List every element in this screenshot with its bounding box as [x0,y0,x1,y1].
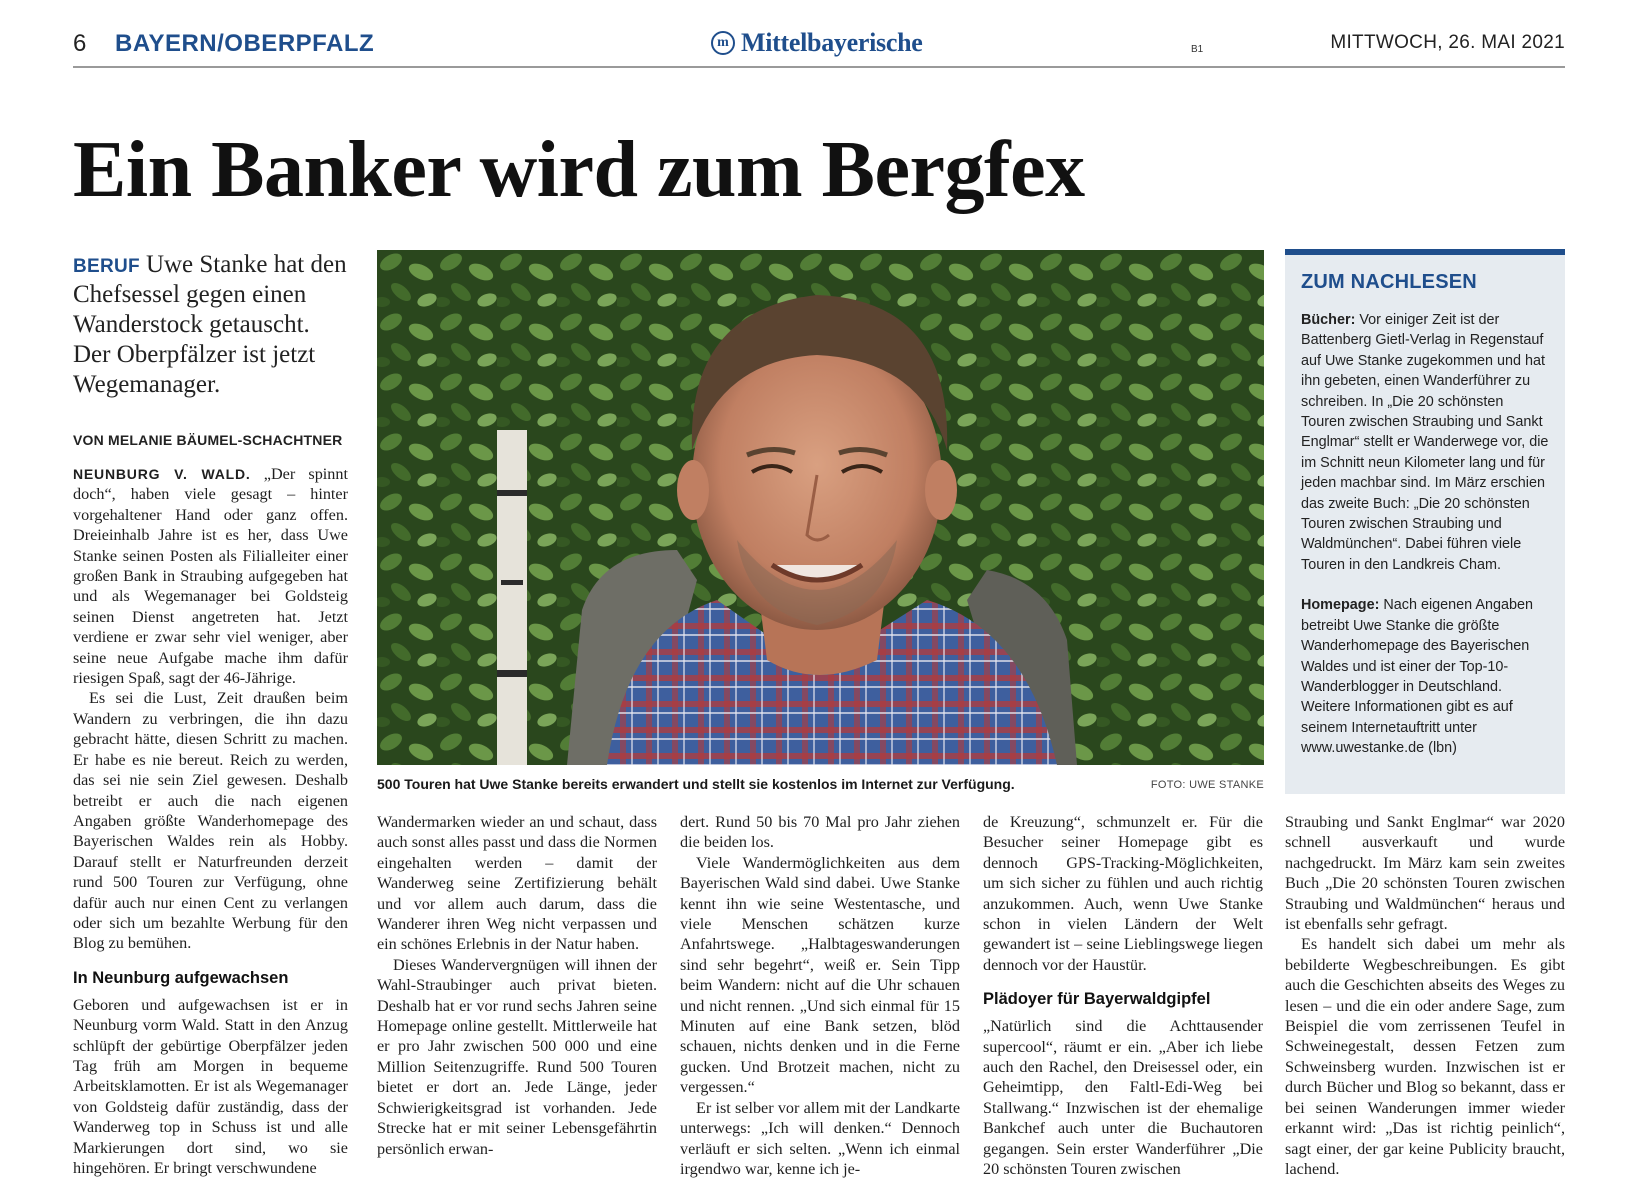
info-box-title: ZUM NACHLESEN [1301,271,1477,293]
headline: Ein Banker wird zum Bergfex [73,126,1085,214]
info-box [1285,249,1565,794]
section-title: BAYERN/OBERPFALZ [115,30,375,57]
photo-illustration [377,250,1264,765]
page-number: 6 [73,30,87,57]
paragraph: dert. Rund 50 bis 70 Mal pro Jahr ziehen die beiden los. [680,813,960,852]
logo-text: Mittelbayerische [741,28,923,57]
paragraph: NEUNBURG V. WALD. „Der spinnt doch“, haben viele gesagt – hinter vorgehaltener Hand oder ganz offen. Dreieinhalb Jahre ist es her, dass Uwe Stanke seinen Posten als Filialleiter einer großen Bank in Straubing aufgegeben hat und als Wegemanager bei Goldsteig seinen Dienst angetreten hat. Jetzt verdiene er zwar sehr viel weniger, aber seine neue Aufgabe mache ihm dafür riesigen Spaß, sagt der 46-Jährige. [73,465,348,688]
teaser [73,250,348,400]
photo-credit: FOTO: UWE STANKE [1150,779,1264,791]
edition-code: B1 [1191,44,1204,55]
masthead [73,28,1565,68]
teaser-text: Uwe Stanke hat den Chefsessel gegen einen Wanderstock getauscht. Der Oberpfälzer ist jetzt Wegemanager. [73,251,347,398]
article-column-4 [983,812,1263,1180]
paragraph: Es sei die Lust, Zeit draußen beim Wandern zu verbringen, die ihn dazu gebracht hätte, diesen Schritt zu machen. Er habe es nie bereut. Reich zu werden, das sei nie sein Ziel gewesen. Deshalb betreibt er auch die nach eigenen Angaben größte Wanderhomepage des Bayerischen Waldes rein als Hobby. Darauf stellt er Naturfreunden derzeit rund 500 Touren zur Verfügung, ohne dafür auch nur einen Cent zu verlangen oder sich um bezahlte Werbung für den Blog zu bemühen. [73,689,348,953]
info-box-books: Bücher: Vor einiger Zeit ist der Battenberg Gietl-Verlag in Regenstauf auf Uwe Stanke zugekommen und hat ihn gebeten, einen Wanderführer zu schreiben. In „Die 20 schönsten Touren zwischen Straubing und Sankt Englmar“ stellt er Wanderwege vor, die im Schnitt neun Kilometer lang und für jeden machbar sind. Im März erschien das zweite Buch: „Die 20 schönsten Touren zwischen Straubing und Waldmünchen“. Dabei führen viele Touren in den Landkreis Cham. [1301,312,1549,573]
article-column-5 [1285,812,1565,1179]
byline: VON MELANIE BÄUMEL-SCHACHTNER [73,432,343,448]
paragraph: Es handelt sich dabei um mehr als bebilderte Wegbeschreibungen. Es gibt auch die Geschichten abseits des Weges zu lesen – und die ein oder andere Sage, zum Beispiel die vom zerrissenen Teufel in Schweinegestalt, dessen Fetzen zum Schweinsberg wurden. Inzwischen ist er durch Bücher und Blog so bekannt, dass er bei seinen Wanderungen immer wieder erkannt wird: „Das ist richtig peinlich“, sagt einer, der gar keine Publicity braucht, lachend. [1285,935,1565,1178]
caption-text: 500 Touren hat Uwe Stanke bereits erwandert und stellt sie kostenlos im Internet zur Verfügung. [377,776,1015,792]
teaser-kicker: BERUF [73,256,140,277]
article-column-1 [73,464,348,1178]
issue-date: MITTWOCH, 26. MAI 2021 [1330,32,1565,53]
photo-caption [377,776,1264,792]
paragraph: de Kreuzung“, schmunzelt er. Für die Besucher seiner Homepage gibt es dennoch GPS-Tracking-Möglichkeiten, um sich sicher zu fühlen und auch richtig anzukommen. Auch, wenn Uwe Stanke schon in vielen Ländern der Welt gewandert ist – seine Lieblingswege liegen dennoch vor der Haustür. [983,813,1263,974]
paragraph: Er ist selber vor allem mit der Landkarte unterwegs: „Ich will denken.“ Dennoch verläuft er sich selten. „Wenn ich einmal irgendwo war, kenne ich je- [680,1098,960,1178]
portrait-photo [377,250,1264,765]
article-column-2 [377,812,657,1159]
logo-icon: m [711,31,735,55]
dateline: NEUNBURG V. WALD. [73,466,251,482]
article-column-3 [680,812,960,1179]
paragraph: Straubing und Sankt Englmar“ war 2020 schnell ausverkauft und wurde nachgedruckt. Im März kam sein zweites Buch „Die 20 schönsten Touren zwischen Straubing und Waldmünchen“ heraus und ist ebenfalls sehr gefragt. [1285,813,1565,934]
paragraph: „Natürlich sind die Achttausender supercool“, räumt er ein. „Aber ich liebe auch den Rachel, den Dreisessel oder, ein Geheimtipp, den Faltl-Edi-Weg bei Stallwang.“ Inzwischen ist der ehemalige Bankchef auch unter die Buchautoren gegangen. Sein erster Wanderführer „Die 20 schönsten Touren zwischen [983,1017,1263,1179]
subheading: Plädoyer für Bayerwaldgipfel [983,990,1211,1009]
info-box-homepage: Homepage: Nach eigenen Angaben betreibt Uwe Stanke die größte Wanderhomepage des Bayerischen Waldes und ist einer der Top-10-Wanderblogger in Deutschland. Weitere Informationen gibt es auf seinem Internetauftritt unter www.uwestanke.de (lbn) [1301,597,1534,757]
paragraph: Wandermarken wieder an und schaut, dass auch sonst alles passt und dass die Normen eingehalten werden – damit der Wanderweg seine Zertifizierung behält und vor allem auch darum, dass die Wanderer ihren Weg nicht verpassen und ein schönes Erlebnis in der Natur haben. [377,813,657,954]
newspaper-logo [711,28,922,58]
paragraph: Geboren und aufgewachsen ist er in Neunburg vorm Wald. Statt in den Anzug schlüpft der gebürtige Oberpfälzer jeden Tag früh am Morgen in bequeme Arbeitsklamotten. Er ist als Wegemanager von Goldsteig dafür zuständig, dass der Wanderweg top in Schuss ist und alle Markierungen dort sind, wo sie hingehören. Er bringt verschwundene [73,995,348,1177]
subheading: In Neunburg aufgewachsen [73,968,289,987]
paragraph: Dieses Wandervergnügen will ihnen der Wahl-Straubinger auch privat bieten. Deshalb hat er vor rund sechs Jahren seine Homepage online gestellt. Mittlerweile hat er pro Jahr zwischen 500 000 und eine Million Seitenzugriffe. Rund 500 Touren bietet er dort an. Jede Länge, jeder Schwierigkeitsgrad ist vorhanden. Jede Strecke hat er mit seiner Lebensgefährtin persönlich erwan- [377,955,657,1158]
paragraph: Viele Wandermöglichkeiten aus dem Bayerischen Wald sind dabei. Uwe Stanke kennt ihn wie seine Westentasche, und viele Menschen schätzen kurze Anfahrtswege. „Halbtageswanderungen sind sehr begehrt“, weiß er. Sein Tipp beim Wandern: nicht auf die Uhr schauen und nicht rennen. „Und sich einmal für 15 Minuten auf eine Bank setzen, blöd schauen, nichts denken und in die Ferne gucken. Und Brotzeit machen, nicht zu vergessen.“ [680,853,960,1097]
